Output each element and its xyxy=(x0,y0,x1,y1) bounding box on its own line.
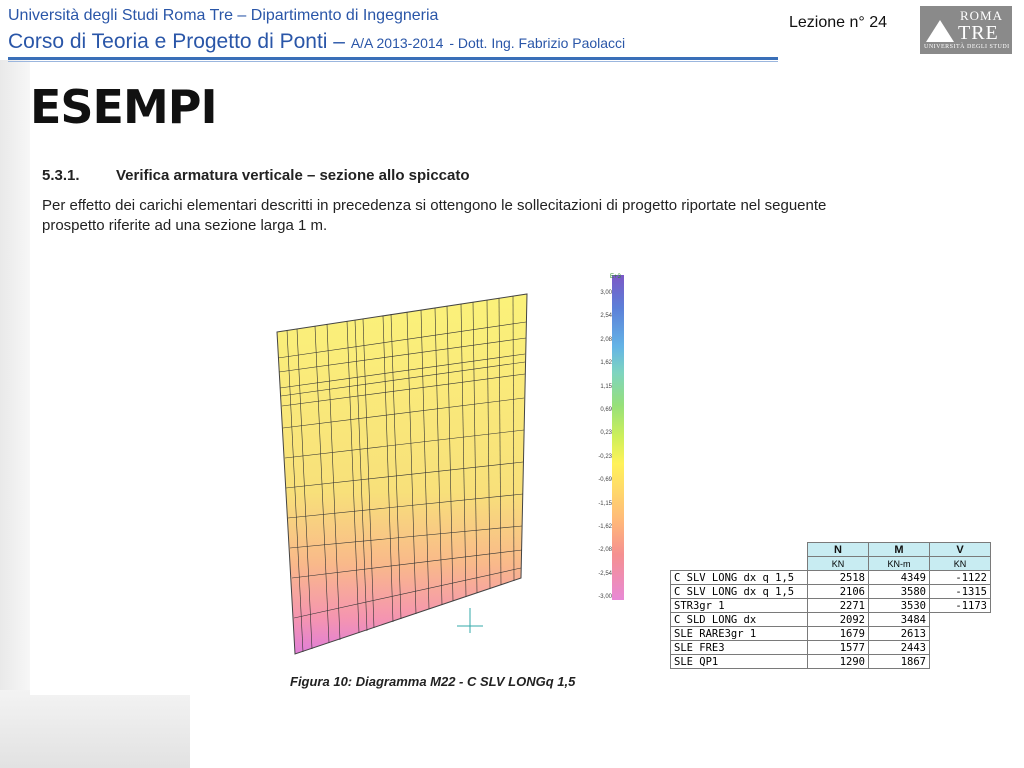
scale-label: -1,62 xyxy=(598,523,612,530)
scale-label: 0,23 xyxy=(600,430,612,437)
unit-n: KN xyxy=(808,557,869,571)
scale-label: 2,54 xyxy=(600,313,612,320)
section-paragraph: Per effetto dei carichi elementari descritti in precedenza si ottengono le sollecitazioni di progetto riportate nel seguente prospetto riferite ad una sezione larga 1 m. xyxy=(42,197,827,234)
table-row: C SLV LONG dx q 1,5 2518 4349 -1122 xyxy=(671,571,991,585)
slide-title: ESEMPI xyxy=(30,80,217,134)
table-header-row xyxy=(671,543,991,557)
logo-text-1: ROMA xyxy=(960,8,1004,23)
m22-contour-plot xyxy=(275,288,535,663)
scale-exponent: E+3 xyxy=(610,274,621,280)
logo-text-2: TRE xyxy=(958,22,999,44)
author: - Dott. Ing. Fabrizio Paolacci xyxy=(449,35,626,51)
header-n: N xyxy=(808,543,869,557)
background-sketch-left xyxy=(0,60,30,768)
table-units-row xyxy=(671,557,991,571)
course-name: Corso di Teoria e Progetto di Ponti – xyxy=(8,30,345,53)
table-row: SLE RARE3gr 1 1679 2613 xyxy=(671,627,991,641)
background-sketch-bottom xyxy=(0,690,190,768)
color-scale-labels xyxy=(590,290,612,617)
scale-label: 1,15 xyxy=(600,383,612,390)
academic-year: A/A 2013-2014 xyxy=(350,35,444,51)
results-table xyxy=(670,542,991,669)
table-row: SLE FRE3 1577 2443 xyxy=(671,641,991,655)
section-number: 5.3.1. xyxy=(42,167,80,184)
university-logo xyxy=(920,6,1012,54)
header-rule xyxy=(8,57,778,60)
header-v: V xyxy=(930,543,991,557)
header-m: M xyxy=(869,543,930,557)
color-scale-bar xyxy=(612,275,624,600)
table-row: C SLD LONG dx 2092 3484 xyxy=(671,613,991,627)
scale-label: 0,69 xyxy=(600,406,612,413)
scale-label: -0,69 xyxy=(598,477,612,484)
header-rule-thin xyxy=(8,61,778,62)
scale-label: -2,54 xyxy=(598,570,612,577)
scale-label: -3,00 xyxy=(598,594,612,601)
section-title: Verifica armatura verticale – sezione allo spiccato xyxy=(116,167,470,184)
course-line xyxy=(8,30,625,54)
scale-label: 3,00 xyxy=(600,290,612,296)
logo-text-3: UNIVERSITÀ DEGLI STUDI xyxy=(924,44,1010,50)
wall-mesh xyxy=(277,294,527,654)
content-image xyxy=(30,150,1020,695)
logo-triangle-icon xyxy=(926,20,954,42)
figure-caption: Figura 10: Diagramma M22 - C SLV LONGq 1,5 xyxy=(290,674,576,689)
scale-label: 2,08 xyxy=(600,336,612,343)
scale-label: 1,62 xyxy=(600,360,612,367)
table-row: STR3gr 1 2271 3530 -1173 xyxy=(671,599,991,613)
axis-marker-icon xyxy=(457,608,483,633)
university-line: Università degli Studi Roma Tre – Dipartimento di Ingegneria xyxy=(8,7,439,24)
table-row: C SLV LONG dx q 1,5 2106 3580 -1315 xyxy=(671,585,991,599)
scale-label: -0,23 xyxy=(598,453,612,460)
lesson-number: Lezione n° 24 xyxy=(789,14,888,31)
unit-v: KN xyxy=(930,557,991,571)
unit-m: KN-m xyxy=(869,557,930,571)
table-row: SLE QP1 1290 1867 xyxy=(671,655,991,669)
scale-label: -1,15 xyxy=(598,500,612,507)
scale-label: -2,08 xyxy=(598,547,612,554)
